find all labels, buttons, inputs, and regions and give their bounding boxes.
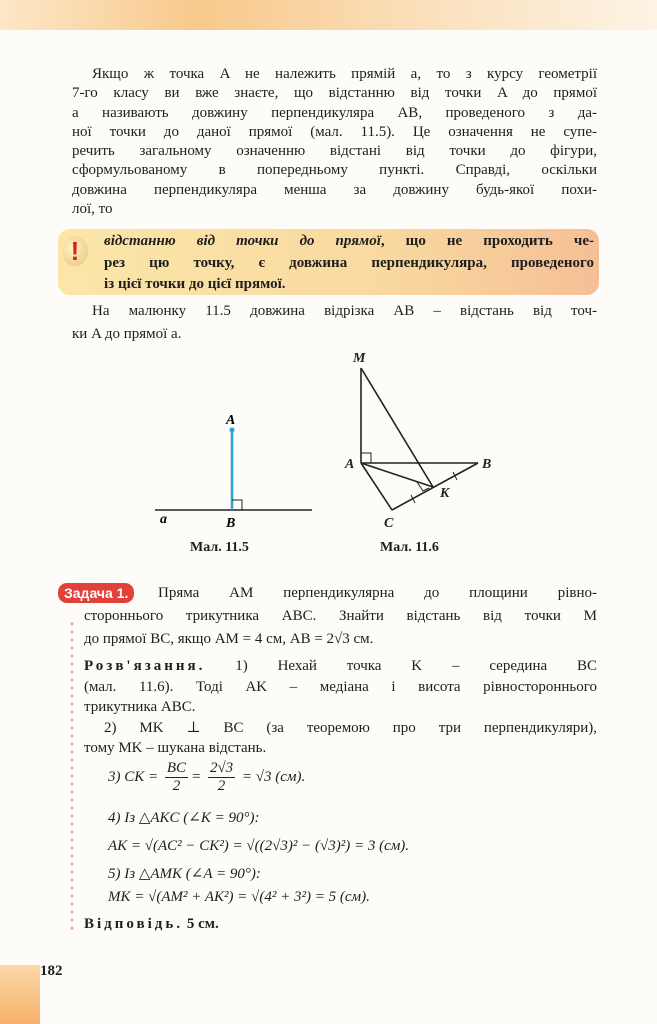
right-angle-mark [361, 453, 371, 463]
text-line: ної точки до даної прямої (мал. 11.5). Це означення не супе- [72, 123, 597, 140]
text-line: , що не проходить че- [380, 233, 594, 249]
text-line: стороннього трикутника ABC. Знайти відстань від точки M [84, 608, 597, 625]
text-line: до прямої BC, якщо AM = 4 см, AB = 2√3 см. [84, 631, 374, 648]
math-text: = √3 (см). [241, 768, 306, 785]
answer-value: 5 см. [186, 916, 219, 932]
figure-11-6 [361, 368, 478, 510]
text-line: 1) Нехай точка K – середина BC [235, 658, 598, 674]
label-b: B [226, 516, 236, 531]
text-line: ки A до прямої a. [72, 326, 182, 342]
text-line: сформульованому в попередньому пункті. Справді, оскільки [72, 162, 597, 179]
text-line: (мал. 11.6). Тоді AK – медіана і висота рівностороннього [84, 679, 597, 695]
text-line: рез цю точку, є довжина перпендикуляра, проведеного [104, 254, 594, 271]
answer-label: Відповідь. [84, 916, 184, 932]
step-5-header: 5) Із △AMK (∠A = 90°): [108, 866, 261, 882]
step-5-formula: MK = √(AM² + AK²) = √(4² + 3²) = 5 (см). [108, 889, 370, 905]
segment-mk [361, 368, 433, 487]
label-c: C [384, 516, 394, 531]
text-line: із цієї точки до цієї прямої. [104, 276, 286, 292]
label-a: A [226, 413, 236, 428]
caption-fig-11-6: Мал. 11.6 [380, 540, 439, 555]
step-3: 3) CK = $\frac{BC}{2}$ = $\frac{2√3}{2}$ = √3 (см). [108, 760, 306, 794]
denominator: 2 [217, 778, 226, 794]
segment-ak [361, 463, 433, 487]
text-line: 2) MK ⊥ BC (за теоремою про три перпендикуляри), [104, 720, 597, 736]
text-line: речить загальному означенню відстані від точки до фігури, [72, 143, 597, 160]
figure-11-6-labels [344, 351, 491, 531]
text-line: довжина перпендикуляра менша за довжину будь-якої похи- [72, 181, 597, 198]
text-line: 7-го класу ви вже знаєте, що відстанню від точки A до прямої [72, 85, 597, 102]
step-4-formula: AK = √(AC² − CK²) = √((2√3)² − (√3)²) = 3 (см). [108, 838, 410, 854]
label-m: M [353, 351, 366, 366]
text-line: трикутника ABC. [84, 699, 196, 715]
numerator: 2√3 [209, 760, 234, 776]
definition-term: відстанню від точки до прямої [104, 233, 381, 249]
label-b: B [482, 457, 492, 472]
exclamation-icon: ! [62, 236, 88, 266]
label-line-a: a [160, 512, 167, 527]
label-k: K [440, 486, 450, 501]
math-text: 3) CK = [108, 768, 159, 785]
text-line: Якщо ж точка A не належить прямій a, то з курсу геометрії [92, 66, 597, 82]
figure-11-5 [155, 413, 312, 531]
solution-label: Розв'язання. [84, 658, 206, 674]
label-a: A [345, 457, 355, 472]
step-4-header: 4) Із △AKC (∠K = 90°): [108, 810, 260, 826]
text-line: На малюнку 11.5 довжина відрізка AB – відстань від точ- [92, 303, 597, 319]
caption-fig-11-5: Мал. 11.5 [190, 540, 249, 555]
answer [84, 916, 219, 933]
segment-cb [392, 463, 478, 510]
segment-ac [361, 463, 392, 510]
numerator: BC [166, 760, 187, 776]
solution [84, 656, 597, 758]
text-line: a називають довжину перпендикуляра AB, проведеного з да- [72, 104, 597, 121]
point-a [230, 428, 235, 433]
page-number: 182 [40, 963, 63, 979]
task-badge: Задача 1. [58, 583, 134, 603]
denominator: 2 [172, 778, 181, 794]
decor-dots [70, 620, 74, 930]
text-line: лої, то [72, 201, 113, 218]
text-line: Пряма AM перпендикулярна до площини рівно- [158, 585, 597, 601]
text-line: тому MK – шукана відстань. [84, 740, 267, 756]
right-angle-mark [232, 500, 242, 510]
task-statement [84, 582, 597, 652]
